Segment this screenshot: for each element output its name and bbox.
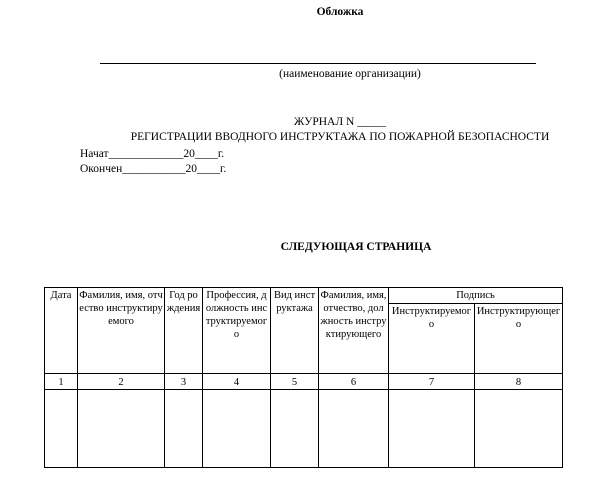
organization-name-line bbox=[100, 63, 536, 64]
journal-table bbox=[44, 287, 563, 468]
entry-cell bbox=[319, 390, 389, 468]
entry-cell bbox=[78, 390, 165, 468]
entry-cell bbox=[271, 390, 319, 468]
entry-cell bbox=[475, 390, 563, 468]
entry-cell bbox=[203, 390, 271, 468]
started-date-line: Начат_____________20____г. bbox=[80, 148, 225, 160]
column-number: 1 bbox=[45, 374, 78, 390]
journal-title: ЖУРНАЛ N _____ bbox=[294, 116, 386, 128]
header-instructor-name: Фамилия, имя, отчество, должность инструктирующего bbox=[319, 288, 389, 374]
header-profession: Профессия, должность инструктируемого bbox=[203, 288, 271, 374]
header-instruction-type: Вид инструктажа bbox=[271, 288, 319, 374]
header-row bbox=[45, 288, 563, 304]
column-number: 6 bbox=[319, 374, 389, 390]
blank-entry-row bbox=[45, 390, 563, 468]
column-number: 3 bbox=[165, 374, 203, 390]
header-birth-year: Год рождения bbox=[165, 288, 203, 374]
column-number: 5 bbox=[271, 374, 319, 390]
column-number: 2 bbox=[78, 374, 165, 390]
next-page-title: СЛЕДУЮЩАЯ СТРАНИЦА bbox=[280, 241, 432, 253]
column-number-row bbox=[45, 374, 563, 390]
entry-cell bbox=[389, 390, 475, 468]
ended-date-line: Окончен___________20____г. bbox=[80, 163, 227, 175]
header-date: Дата bbox=[45, 288, 78, 374]
entry-cell bbox=[45, 390, 78, 468]
organization-caption: (наименование организации) bbox=[279, 68, 421, 80]
column-number: 8 bbox=[475, 374, 563, 390]
column-number: 4 bbox=[203, 374, 271, 390]
header-signature-trainee: Инструктируемого bbox=[389, 304, 475, 374]
header-signature: Подпись bbox=[389, 288, 563, 304]
header-signature-instructor: Инструктирующего bbox=[475, 304, 563, 374]
column-number: 7 bbox=[389, 374, 475, 390]
journal-subtitle: РЕГИСТРАЦИИ ВВОДНОГО ИНСТРУКТАЖА ПО ПОЖАРНОЙ БЕЗОПАСНОСТИ bbox=[130, 131, 550, 143]
cover-title: Обложка bbox=[316, 6, 364, 18]
entry-cell bbox=[165, 390, 203, 468]
header-trainee-name: Фамилия, имя, отчество инструктируемого bbox=[78, 288, 165, 374]
